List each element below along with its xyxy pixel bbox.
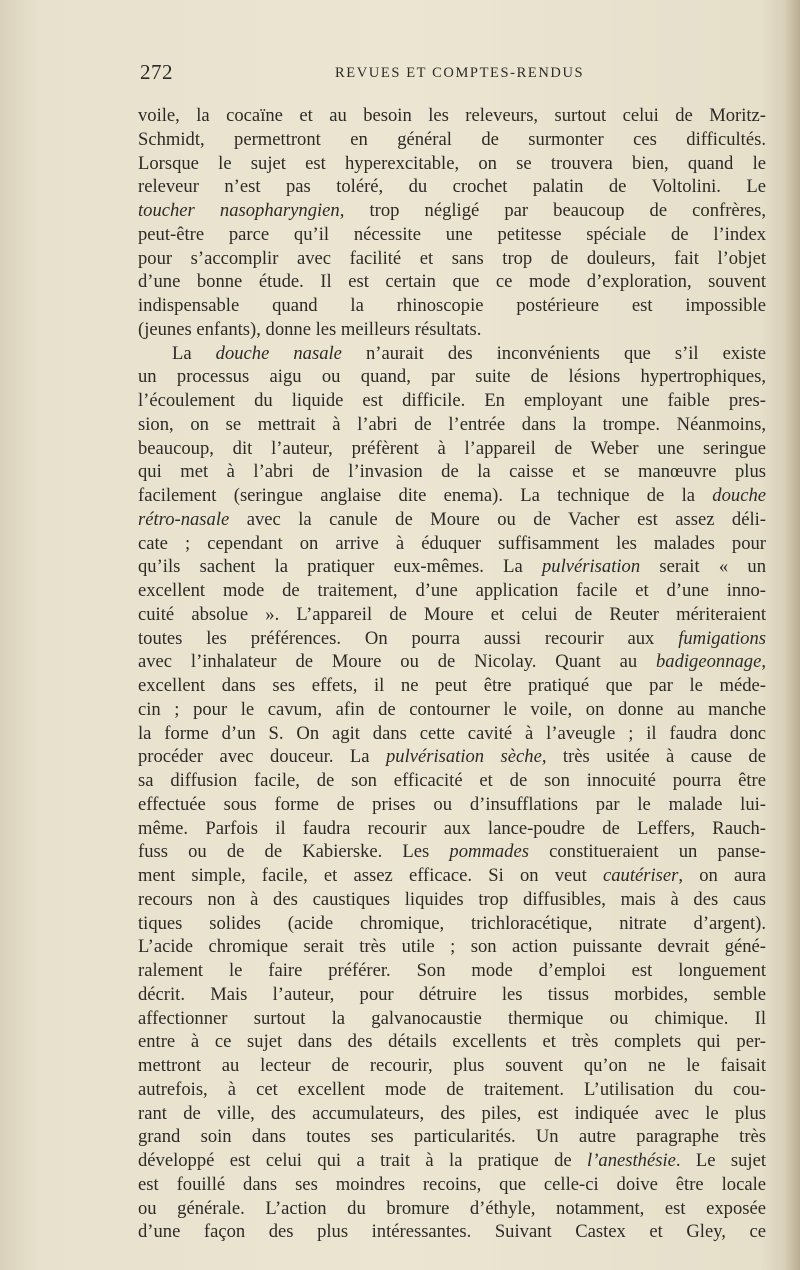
text-run: développé est celui qui a trait à la pratique de bbox=[138, 1150, 588, 1171]
text-line: L’acide chromique serait très utile ; son action puissante devrait géné- bbox=[138, 936, 766, 958]
text-line: ralement le faire préférer. Son mode d’emploi est longuement bbox=[138, 960, 766, 981]
text-run: serait « un bbox=[640, 556, 766, 578]
text-line: entre à ce sujet dans des détails excellents et très complets qui per- bbox=[138, 1031, 766, 1053]
running-head: REVUES ET COMPTES-RENDUS bbox=[335, 65, 585, 81]
text-line: l’écoulement du liquide est difficile. En employant une faible pres- bbox=[138, 390, 766, 411]
text-line: indispensable quand la rhinoscopie postérieure est impossible bbox=[138, 295, 766, 316]
text-line: un processus aigu ou quand, par suite de lésions hypertrophiques, bbox=[138, 366, 766, 388]
text-line bbox=[138, 508, 766, 532]
text-run: fuss ou de de Kabierske. Les bbox=[138, 841, 450, 863]
text-line: cate ; cependant on arrive à éduquer suffisamment les malades pour bbox=[138, 532, 766, 554]
text-run: constitueraient un panse- bbox=[528, 841, 766, 863]
page-number: 272 bbox=[140, 60, 173, 84]
text-line bbox=[138, 627, 766, 651]
text-run: , très usitée à cause de bbox=[541, 746, 766, 768]
italic-term: toucher nasopharyngien bbox=[138, 200, 340, 221]
italic-term: douche nasale bbox=[215, 342, 342, 364]
text-line: décrit. Mais l’auteur, pour détruire les tissus morbides, semble bbox=[138, 983, 766, 1005]
italic-term: pulvérisation sèche bbox=[385, 746, 542, 768]
text-run: avec l’inhalateur de Moure ou de Nicolay. Quant au bbox=[138, 651, 656, 673]
text-line: ou générale. L’action du bromure d’éthyle, notamment, est exposée bbox=[138, 1197, 766, 1219]
text-line: effectuée sous forme de prises ou d’insufflations par le malade lui- bbox=[138, 793, 766, 815]
text-line: excellent dans ses effets, il ne peut être pratiqué que par le méde- bbox=[138, 675, 766, 696]
text-run: , bbox=[761, 651, 766, 673]
text-line: cuité absolue ». L’appareil de Moure et celui de Reuter mériteraient bbox=[138, 603, 766, 625]
text-line: qui met à l’abri de l’invasion de la caisse et se manœuvre plus bbox=[138, 461, 766, 483]
text-run: avec la canule de Moure ou de Vacher est assez déli- bbox=[229, 508, 766, 530]
text-line: excellent mode de traitement, d’une application facile et d’une inno- bbox=[138, 580, 766, 601]
text-line bbox=[138, 840, 766, 864]
text-line bbox=[138, 199, 766, 223]
text-line: peut-être parce qu’il nécessite une petitesse spéciale de l’index bbox=[138, 223, 766, 245]
text-run: procéder avec douceur. La bbox=[138, 746, 386, 768]
italic-term: pulvérisation bbox=[542, 556, 641, 578]
text-line: tiques solides (acide chromique, trichloracétique, nitrate d’argent). bbox=[138, 912, 766, 934]
text-line: autrefois, à cet excellent mode de traitement. L’utilisation du cou- bbox=[138, 1078, 766, 1100]
text-line: mettront au lecteur de recourir, plus souvent qu’on ne le faisait bbox=[138, 1055, 766, 1076]
text-line: cin ; pour le cavum, afin de contourner le voile, on donne au manche bbox=[138, 698, 766, 720]
text-line: même. Parfois il faudra recourir aux lance-poudre de Leffers, Rauch- bbox=[138, 817, 766, 839]
text-run: La bbox=[172, 342, 216, 364]
text-line: sa diffusion facile, de son efficacité et de son innocuité pourra être bbox=[138, 770, 766, 791]
page-header bbox=[140, 60, 765, 88]
text-line bbox=[138, 650, 766, 674]
italic-term: cautériser bbox=[602, 865, 679, 886]
text-run: . Le sujet bbox=[675, 1150, 766, 1171]
text-line: sion, on se mettrait à l’abri de l’entrée dans la trompe. Néanmoins, bbox=[138, 413, 766, 435]
italic-term: fumigations bbox=[678, 627, 766, 649]
italic-term: l’anesthésie bbox=[587, 1150, 676, 1171]
text-run: facilement (seringue anglaise dite enema). La technique de la bbox=[138, 485, 713, 506]
italic-term: rétro-nasale bbox=[138, 508, 230, 530]
text-line: (jeunes enfants), donne les meilleurs résultats. bbox=[138, 318, 482, 340]
text-run: , trop négligé par beaucoup de confrères, bbox=[339, 200, 766, 221]
text-run: , on aura bbox=[678, 865, 766, 886]
text-line: affectionner surtout la galvanocaustie thermique ou chimique. Il bbox=[138, 1007, 766, 1029]
text-line: releveur n’est pas toléré, du crochet palatin de Voltolini. Le bbox=[138, 176, 766, 198]
text-run: toutes les préférences. On pourra aussi recourir aux bbox=[138, 627, 679, 649]
text-line bbox=[138, 864, 766, 888]
text-line bbox=[138, 1149, 766, 1173]
body-text bbox=[138, 104, 766, 1244]
page-edge-shadow bbox=[786, 0, 800, 1270]
text-run: n’aurait des inconvénients que s’il existe bbox=[341, 342, 766, 364]
text-line: rant de ville, des accumulateurs, des piles, est indiquée avec le plus bbox=[138, 1102, 766, 1124]
text-run: ment simple, facile, et assez efficace. Si on veut bbox=[138, 865, 603, 886]
italic-term: pommades bbox=[449, 841, 529, 863]
text-run: qu’ils sachent la pratiquer eux-mêmes. La bbox=[138, 556, 542, 578]
text-line: d’une façon des plus intéressantes. Suivant Castex et Gley, ce bbox=[138, 1221, 766, 1243]
text-line: pour s’accomplir avec facilité et sans trop de douleurs, fait l’objet bbox=[138, 247, 766, 269]
italic-term: douche bbox=[712, 485, 766, 506]
text-line bbox=[138, 342, 766, 366]
text-line: Lorsque le sujet est hyperexcitable, on se trouvera bien, quand le bbox=[138, 152, 766, 174]
text-line bbox=[138, 745, 766, 769]
italic-term: badigeonnage bbox=[656, 651, 762, 673]
text-line: la forme d’un S. On agit dans cette cavité à l’aveugle ; il faudra donc bbox=[138, 722, 766, 744]
text-line: est fouillé dans ses moindres recoins, que celle-ci doive être locale bbox=[138, 1173, 766, 1195]
text-line: recours non à des caustiques liquides trop diffusibles, mais à des caus bbox=[138, 888, 766, 910]
text-line bbox=[138, 555, 766, 579]
text-line bbox=[138, 484, 766, 508]
text-line: Schmidt, permettront en général de surmonter ces difficultés. bbox=[138, 128, 766, 150]
text-line: d’une bonne étude. Il est certain que ce mode d’exploration, souvent bbox=[138, 271, 766, 293]
text-line: grand soin dans toutes ses particularités. Un autre paragraphe très bbox=[138, 1126, 766, 1148]
text-line: beaucoup, dit l’auteur, préfèrent à l’appareil de Weber une seringue bbox=[138, 437, 766, 459]
text-line: voile, la cocaïne et au besoin les releveurs, surtout celui de Moritz- bbox=[138, 105, 766, 126]
